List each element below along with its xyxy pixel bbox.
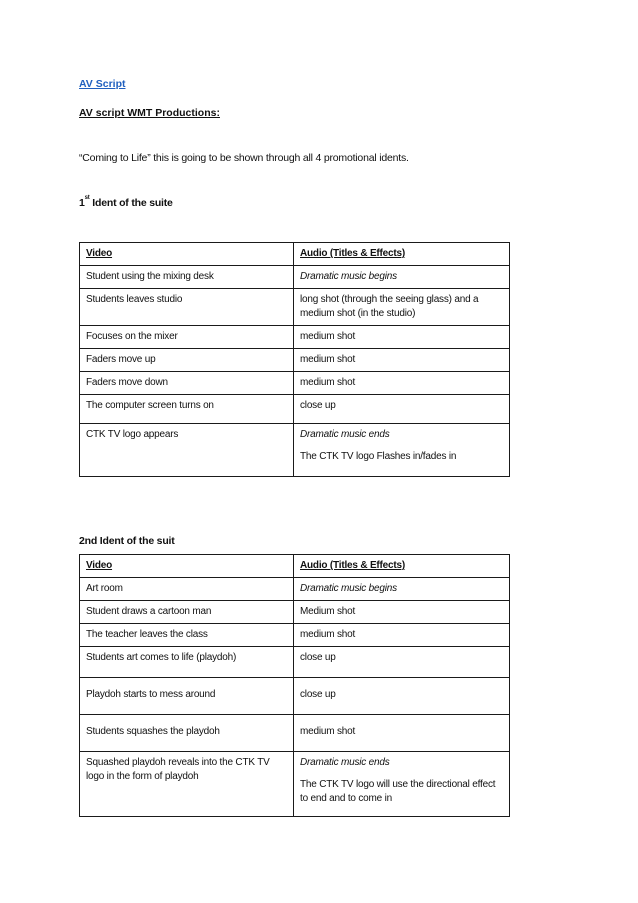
table-row [80,326,510,349]
table-row [80,289,510,326]
video-cell: Playdoh starts to mess around [80,678,294,715]
section-2-heading: 2nd Ident of the suit [79,535,175,547]
video-column-header [80,243,294,266]
audio-cell: medium shot [294,372,510,395]
section-1-ordinal: 1 [79,197,85,209]
table-row [80,578,510,601]
audio-cell: Dramatic music begins [294,266,510,289]
video-cell: Students squashes the playdoh [80,715,294,752]
video-column-header [80,555,294,578]
video-cell: Faders move down [80,372,294,395]
audio-cell-line: Dramatic music ends [300,757,390,768]
audio-cell: Medium shot [294,601,510,624]
video-header-label: Video [86,248,113,259]
audio-cell: close up [294,678,510,715]
video-cell: Faders move up [80,349,294,372]
audio-cell [294,424,510,477]
audio-cell: medium shot [294,715,510,752]
section-1-table [79,242,510,477]
av-script-link[interactable]: AV Script [79,78,126,90]
video-cell: Student draws a cartoon man [80,601,294,624]
audio-cell [294,752,510,817]
video-cell: Student using the mixing desk [80,266,294,289]
table-row [80,266,510,289]
video-cell: The computer screen turns on [80,395,294,424]
table-row [80,752,510,817]
section-1-title: Ident of the suite [89,197,173,209]
audio-cell: close up [294,395,510,424]
video-cell: The teacher leaves the class [80,624,294,647]
table-row [80,601,510,624]
video-cell: Art room [80,578,294,601]
video-cell: CTK TV logo appears [80,424,294,477]
document-heading: AV script WMT Productions: [79,107,220,119]
audio-cell-line: The CTK TV logo will use the directional effect to end and to come in [300,779,496,804]
audio-cell: medium shot [294,624,510,647]
audio-column-header [294,555,510,578]
section-2-table [79,554,510,817]
audio-cell: medium shot [294,326,510,349]
video-cell: Students art comes to life (playdoh) [80,647,294,678]
table-row [80,349,510,372]
table-row [80,715,510,752]
table-row [80,624,510,647]
table-row [80,424,510,477]
video-cell: Squashed playdoh reveals into the CTK TV logo in the form of playdoh [80,752,294,817]
audio-header-label: Audio (Titles & Effects) [300,560,406,571]
section-1-ordinal-suffix: st [84,195,90,201]
audio-cell: close up [294,647,510,678]
audio-cell-line: The CTK TV logo Flashes in/fades in [300,451,457,462]
audio-header-label: Audio (Titles & Effects) [300,248,406,259]
audio-cell: long shot (through the seeing glass) and a medium shot (in the studio) [294,289,510,326]
audio-cell: medium shot [294,349,510,372]
audio-column-header [294,243,510,266]
table-row [80,395,510,424]
audio-cell-line: Dramatic music ends [300,429,390,440]
table-row [80,372,510,395]
section-1-heading [79,197,173,209]
video-cell: Focuses on the mixer [80,326,294,349]
table-row [80,678,510,715]
table-row [80,647,510,678]
table-header-row [80,243,510,266]
table-header-row [80,555,510,578]
audio-cell: Dramatic music begins [294,578,510,601]
video-header-label: Video [86,560,113,571]
intro-paragraph: “Coming to Life” this is going to be shown through all 4 promotional idents. [79,152,409,164]
video-cell: Students leaves studio [80,289,294,326]
